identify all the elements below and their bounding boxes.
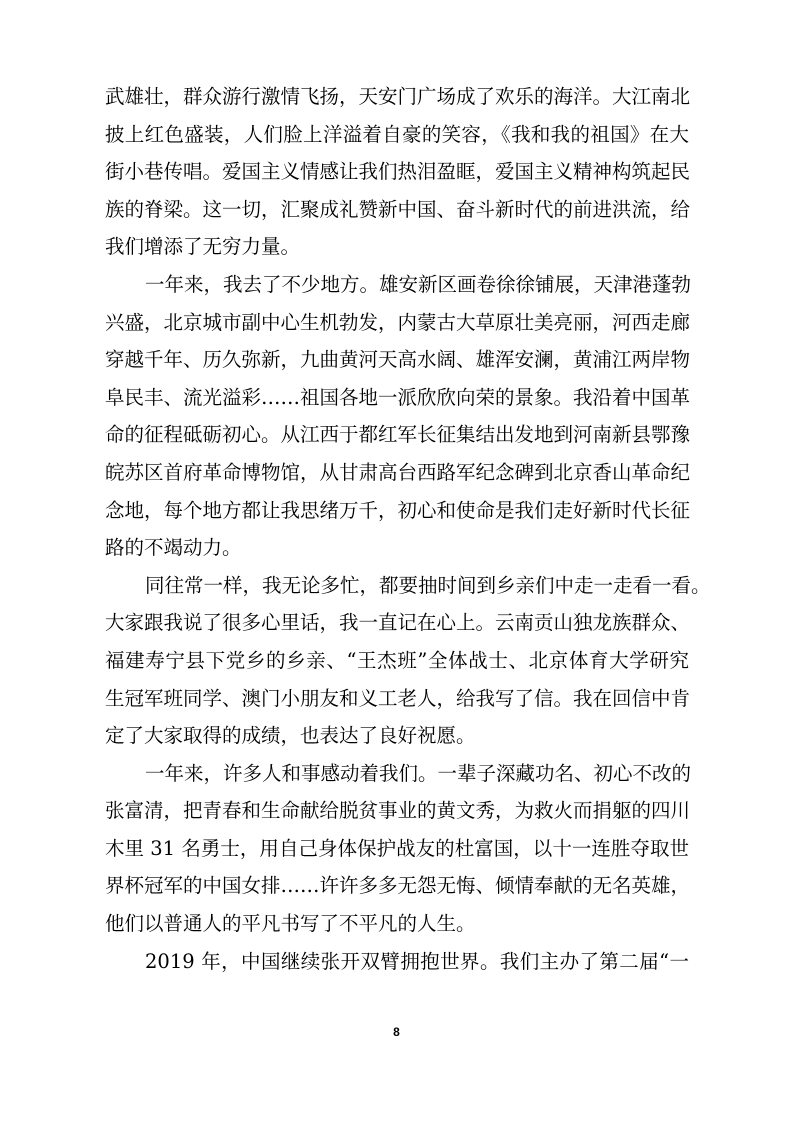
text-line: 我们增添了无穷力量。 bbox=[105, 235, 301, 259]
text-line: 披上红色盛装，人们脸上洋溢着自豪的笑容，《我和我的祖国》在大 bbox=[105, 122, 689, 146]
text-line: 兴盛，北京城市副中心生机勃发，内蒙古大草原壮美亮丽，河西走廊 bbox=[105, 310, 691, 334]
text-line: 皖苏区首府革命博物馆，从甘肃高台西路军纪念碑到北京香山革命纪 bbox=[105, 460, 691, 484]
text-line: 阜民丰、流光溢彩……祖国各地一派欣欣向荣的景象。我沿着中国革 bbox=[105, 385, 691, 409]
text-line: 同往常一样，我无论多忙，都要抽时间到乡亲们中走一走看一看。 bbox=[145, 573, 711, 597]
text-line: 大家跟我说了很多心里话，我一直记在心上。云南贡山独龙族群众、 bbox=[105, 611, 691, 635]
text-line: 路的不竭动力。 bbox=[105, 536, 242, 560]
text-line: 福建寿宁县下党乡的乡亲、“王杰班”全体战士、北京体育大学研究 bbox=[105, 648, 689, 672]
text-line: 生冠军班同学、澳门小朋友和义工老人，给我写了信。我在回信中肯 bbox=[105, 686, 691, 710]
text-line: 木里 31 名勇士，用自己身体保护战友的杜富国，以十一连胜夺取世 bbox=[105, 836, 689, 860]
text-line: 穿越千年、历久弥新，九曲黄河天高水阔、雄浑安澜，黄浦江两岸物 bbox=[105, 348, 691, 372]
text-line: 命的征程砥砺初心。从江西于都红军长征集结出发地到河南新县鄂豫 bbox=[105, 423, 691, 447]
text-line: 他们以普通人的平凡书写了不平凡的人生。 bbox=[105, 912, 476, 936]
text-line: 念地，每个地方都让我思绪万千，初心和使命是我们走好新时代长征 bbox=[105, 498, 691, 522]
page-number: 8 bbox=[393, 1025, 400, 1039]
text-line: 街小巷传唱。爱国主义情感让我们热泪盈眶，爱国主义精神构筑起民 bbox=[105, 160, 691, 184]
text-line: 定了大家取得的成绩，也表达了良好祝愿。 bbox=[105, 724, 476, 748]
text-line: 2019 年，中国继续张开双臂拥抱世界。我们主办了第二届“一 bbox=[145, 949, 689, 973]
text-line: 一年来，我去了不少地方。雄安新区画卷徐徐铺展，天津港蓬勃 bbox=[145, 272, 692, 296]
text-line: 界杯冠军的中国女排……许许多多无怨无悔、倾情奉献的无名英雄， bbox=[105, 874, 691, 898]
text-line: 一年来，许多人和事感动着我们。一辈子深藏功名、初心不改的 bbox=[145, 761, 692, 785]
text-line: 张富清，把青春和生命献给脱贫事业的黄文秀，为救火而捐躯的四川 bbox=[105, 799, 691, 823]
text-line: 武雄壮，群众游行激情飞扬，天安门广场成了欢乐的海洋。大江南北 bbox=[105, 85, 691, 108]
body-text bbox=[105, 78, 711, 980]
text-line: 族的脊梁。这一切，汇聚成礼赞新中国、奋斗新时代的前进洪流，给 bbox=[105, 197, 691, 221]
